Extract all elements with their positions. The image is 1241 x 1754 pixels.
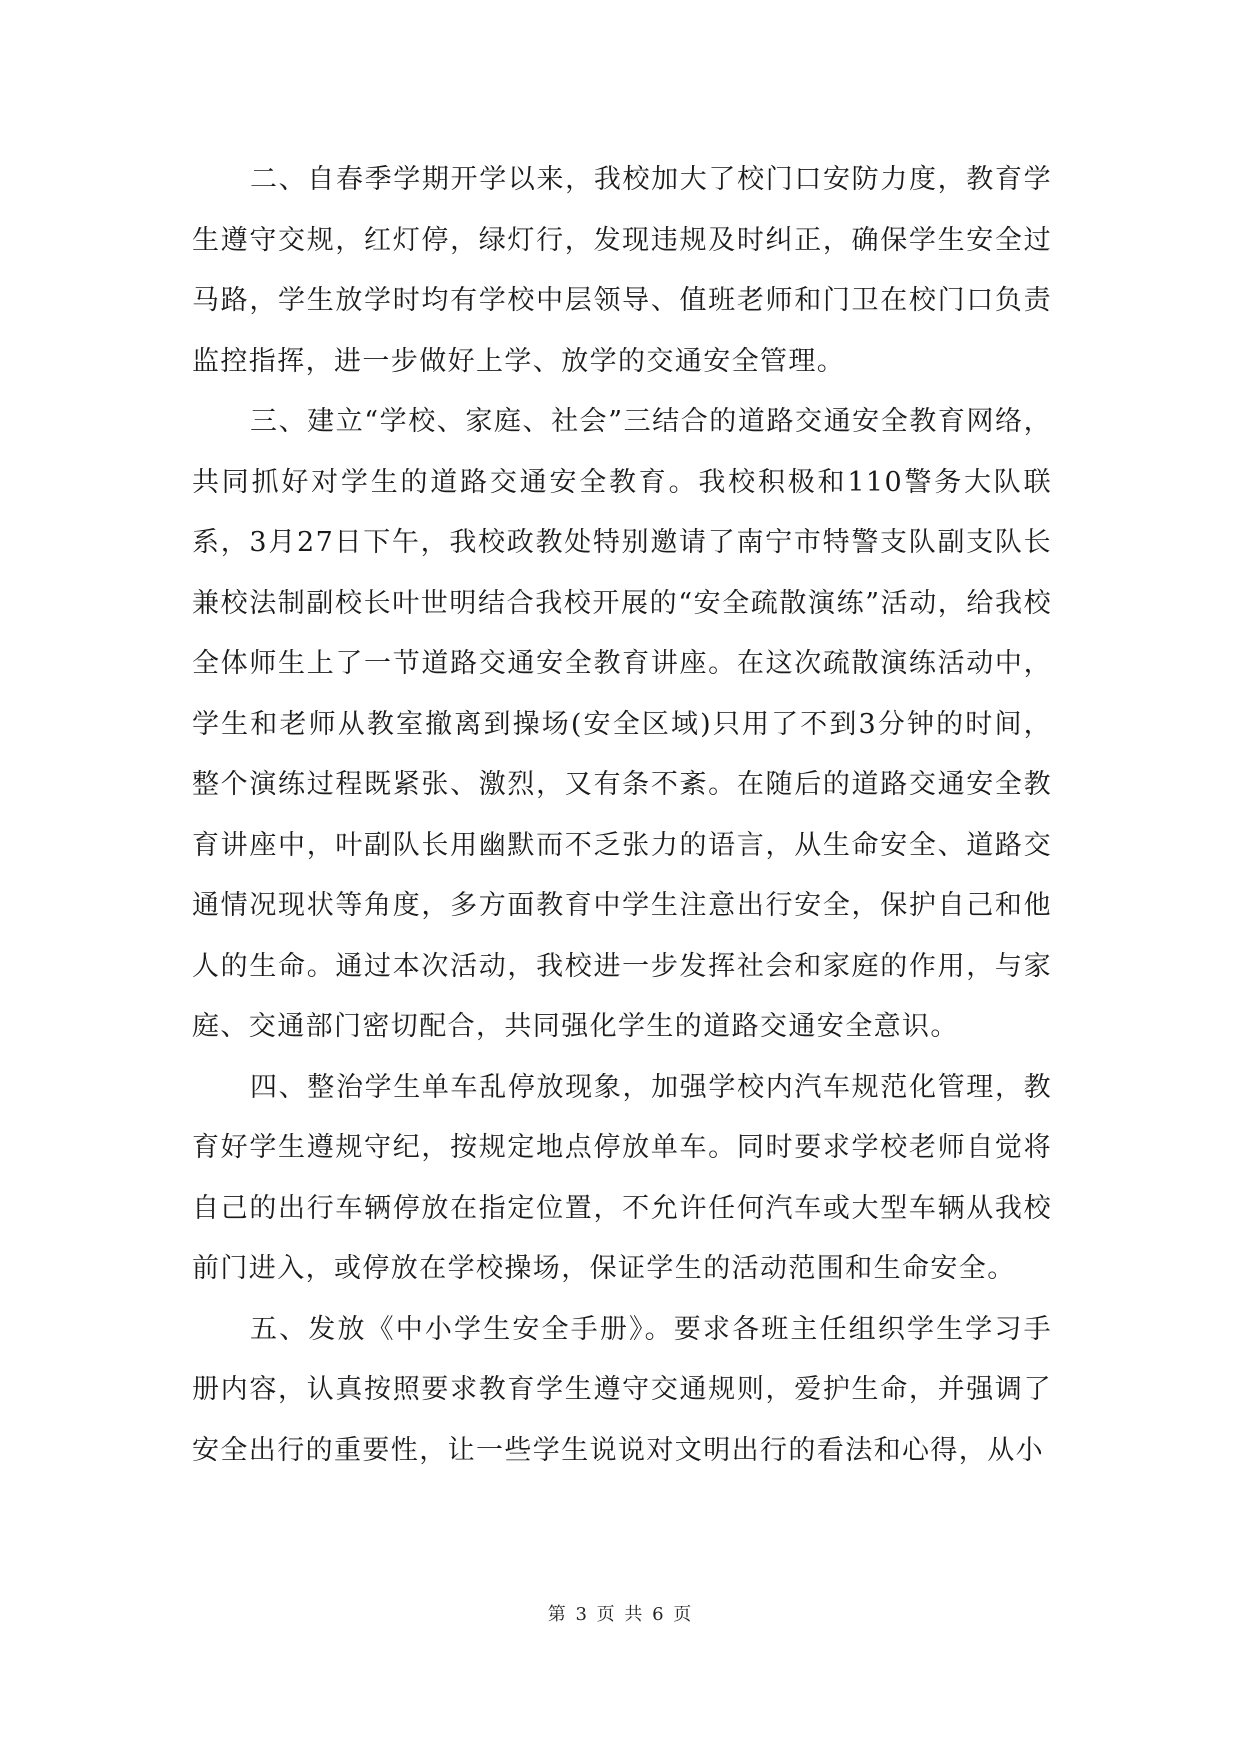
page-footer bbox=[0, 1600, 1241, 1626]
page-number: 第 3 页 共 6 页 bbox=[547, 1604, 694, 1625]
paragraph-2: 二、自春季学期开学以来，我校加大了校门口安防力度，教育学生遵守交规，红灯停，绿灯行，发现违规及时纠正，确保学生安全过马路，学生放学时均有学校中层领导、值班老师和门卫在校门口负责监控指挥，进一步做好上学、放学的交通安全管理。 bbox=[192, 164, 1052, 377]
paragraph-4: 四、整治学生单车乱停放现象，加强学校内汽车规范化管理，教育好学生遵规守纪，按规定地点停放单车。同时要求学校老师自觉将自己的出行车辆停放在指定位置，不允许任何汽车或大型车辆从我校前门进入，或停放在学校操场，保证学生的活动范围和生命安全。 bbox=[192, 1071, 1052, 1284]
paragraph-5: 五、发放《中小学生安全手册》。要求各班主任组织学生学习手册内容，认真按照要求教育学生遵守交通规则，爱护生命，并强调了安全出行的重要性，让一些学生说说对文明出行的看法和心得，从小 bbox=[192, 1313, 1052, 1466]
paragraph-3: 三、建立“学校、家庭、社会”三结合的道路交通安全教育网络，共同抓好对学生的道路交通安全教育。我校积极和110警务大队联系，3月27日下午，我校政教处特别邀请了南宁市特警支队副支队长兼校法制副校长叶世明结合我校开展的“安全疏散演练”活动，给我校全体师生上了一节道路交通安全教育讲座。在这次疏散演练活动中，学生和老师从教室撤离到操场(安全区域)只用了不到3分钟的时间，整个演练过程既紧张、激烈，又有条不紊。在随后的道路交通安全教育讲座中，叶副队长用幽默而不乏张力的语言，从生命安全、道路交通情况现状等角度，多方面教育中学生注意出行安全，保护自己和他人的生命。通过本次活动，我校进一步发挥社会和家庭的作用，与家庭、交通部门密切配合，共同强化学生的道路交通安全意识。 bbox=[192, 406, 1052, 1042]
document-body bbox=[192, 150, 1052, 1481]
